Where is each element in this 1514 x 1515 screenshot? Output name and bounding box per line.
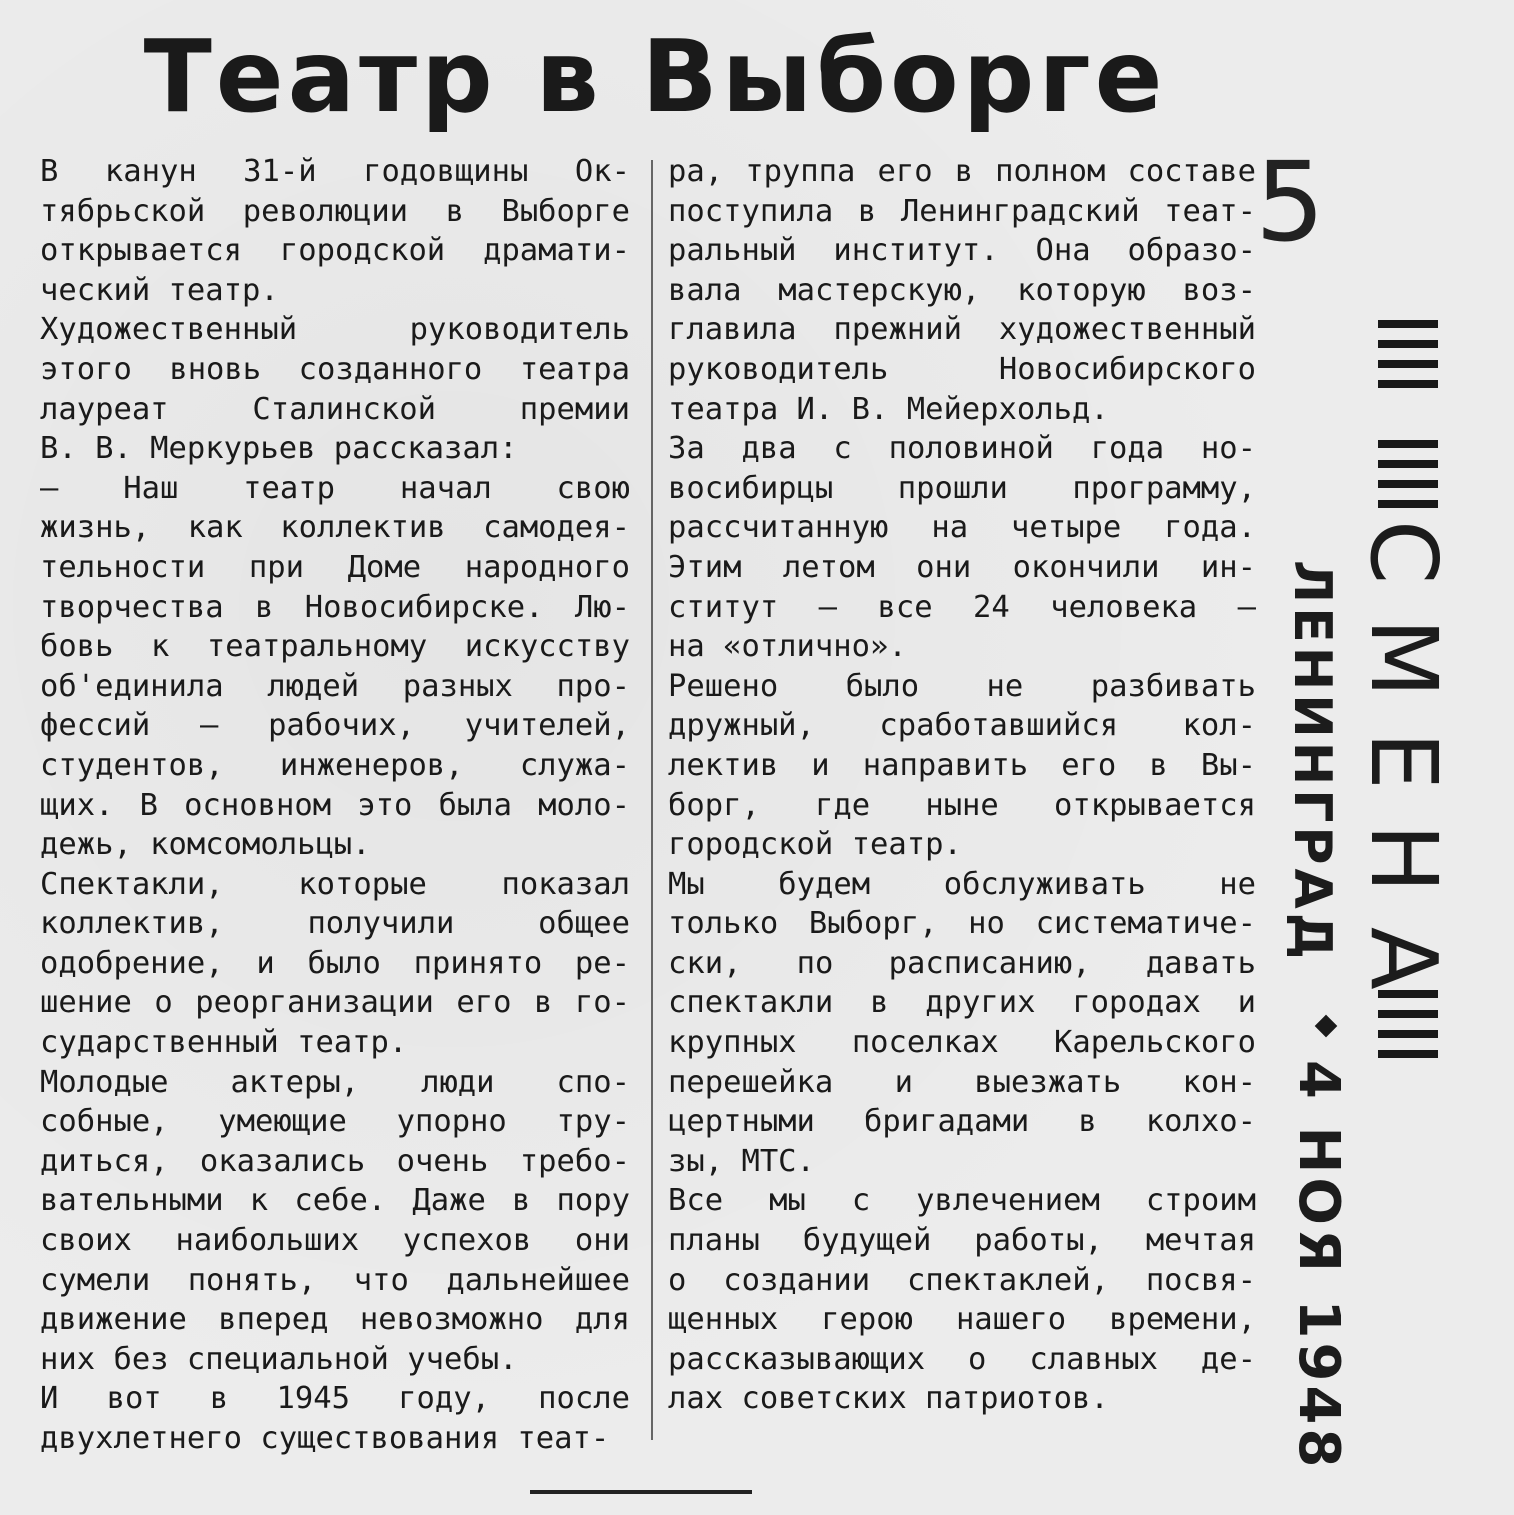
text-line: ститут — все 24 человека — xyxy=(668,589,1256,625)
text-line: поступила в Ленинградский теат- xyxy=(668,193,1256,229)
text-line: них без специальной учебы. xyxy=(40,1341,518,1377)
paragraph xyxy=(40,469,630,865)
text-line: За два с половиной года но- xyxy=(668,431,1256,467)
text-line: коллектив, получили общее xyxy=(40,906,630,942)
text-line: ра, труппа его в полном составе xyxy=(668,154,1256,189)
text-line: руководитель Новосибирского xyxy=(668,351,1256,387)
text-line: открывается городской драмати- xyxy=(40,233,630,269)
paragraph xyxy=(668,865,1256,1182)
text-line: тябрьской революции в Выборге xyxy=(40,193,630,229)
text-line: на «отлично». xyxy=(668,629,907,665)
text-line: шение о реорганизации его в го- xyxy=(40,985,630,1021)
text-line: дружный, сработавшийся кол- xyxy=(668,708,1256,744)
text-line: о создании спектаклей, посвя- xyxy=(668,1262,1256,1298)
text-line: этого вновь созданного театра xyxy=(40,351,630,387)
paragraph xyxy=(40,310,630,468)
paragraph xyxy=(40,152,630,310)
text-line: только Выборг, но систематиче- xyxy=(668,906,1256,942)
text-line: фессий — рабочих, учителей, xyxy=(40,708,630,744)
text-line: рассказывающих о славных де- xyxy=(668,1341,1256,1377)
text-line: крупных поселках Карельского xyxy=(668,1025,1256,1061)
text-line: бовь к театральному искусству xyxy=(40,629,630,665)
text-line: Спектакли, которые показал xyxy=(40,866,630,902)
text-line: диться, оказались очень требо- xyxy=(40,1143,630,1179)
text-line: планы будущей работы, мечтая xyxy=(668,1223,1256,1259)
text-line: лауреат Сталинской премии xyxy=(40,391,630,427)
paragraph xyxy=(668,429,1256,667)
text-line: студентов, инженеров, служа- xyxy=(40,747,630,783)
text-line: лах советских патриотов. xyxy=(668,1381,1109,1417)
end-rule xyxy=(530,1490,752,1494)
text-line: жизнь, как коллектив самодея- xyxy=(40,510,630,546)
text-line: тельности при Доме народного xyxy=(40,549,630,585)
stamp-date: 4 НОЯ 1948 xyxy=(1286,1060,1351,1472)
text-line: своих наибольших успехов они xyxy=(40,1223,630,1259)
text-line: цертными бригадами в колхо- xyxy=(668,1104,1256,1140)
text-line: щих. В основном это была моло- xyxy=(40,787,630,823)
text-line: — Наш театр начал свою xyxy=(40,470,630,506)
text-line: городской театр. xyxy=(668,827,962,863)
text-line: В. В. Меркурьев рассказал: xyxy=(40,431,518,467)
text-line: щенных герою нашего времени, xyxy=(668,1302,1256,1338)
text-line: дежь, комсомольцы. xyxy=(40,827,371,863)
text-line: одобрение, и было принято ре- xyxy=(40,945,630,981)
right-column xyxy=(668,152,1256,1419)
column-divider xyxy=(651,160,653,1440)
paragraph xyxy=(40,1379,630,1458)
text-line: В канун 31-й годовщины Ок- xyxy=(40,154,630,189)
text-line: перешейка и выезжать кон- xyxy=(668,1064,1256,1100)
text-line: Решено было не разбивать xyxy=(668,668,1256,704)
text-line: вала мастерскую, которую воз- xyxy=(668,272,1256,308)
text-line: спектакли в других городах и xyxy=(668,985,1256,1021)
text-line: ческий театр. xyxy=(40,272,279,308)
paragraph xyxy=(668,152,1256,429)
paragraph xyxy=(40,1063,630,1380)
text-line: рассчитанную на четыре года. xyxy=(668,510,1256,546)
text-line: ски, по расписанию, давать xyxy=(668,945,1256,981)
text-line: движение вперед невозможно для xyxy=(40,1302,630,1338)
text-line: об'единила людей разных про- xyxy=(40,668,630,704)
text-line: борг, где ныне открывается xyxy=(668,787,1256,823)
text-line: творчества в Новосибирске. Лю- xyxy=(40,589,630,625)
text-line: театра И. В. Мейерхольд. xyxy=(668,391,1109,427)
text-line: сумели понять, что дальнейшее xyxy=(40,1262,630,1298)
text-line: вательными к себе. Даже в пору xyxy=(40,1183,630,1219)
text-line: лектив и направить его в Вы- xyxy=(668,747,1256,783)
stamp-dot xyxy=(1315,1015,1338,1038)
text-line: Этим летом они окончили ин- xyxy=(668,549,1256,585)
text-line: главила прежний художественный xyxy=(668,312,1256,348)
handwritten-number: 5 xyxy=(1255,138,1325,266)
stamp-city: ЛЕНИНГРАД xyxy=(1282,560,1342,964)
article-title: Театр в Выборге xyxy=(143,18,1167,135)
text-line: ральный институт. Она образо- xyxy=(668,233,1256,269)
text-line: восибирцы прошли программу, xyxy=(668,470,1256,506)
text-line: собные, умеющие упорно тру- xyxy=(40,1104,630,1140)
paragraph xyxy=(668,667,1256,865)
paragraph xyxy=(40,865,630,1063)
text-line: двухлетнего существования теат- xyxy=(40,1421,610,1456)
left-column xyxy=(40,152,630,1459)
text-line: Мы будем обслуживать не xyxy=(668,866,1256,902)
text-line: сударственный театр. xyxy=(40,1025,408,1061)
text-line: Художественный руководитель xyxy=(40,312,630,348)
text-line: зы, МТС. xyxy=(668,1143,815,1179)
text-line: Все мы с увлечением строим xyxy=(668,1183,1256,1219)
paragraph xyxy=(668,1181,1256,1419)
stamp-masthead: СМЕНА xyxy=(1350,520,1457,1024)
text-line: И вот в 1945 году, после xyxy=(40,1381,630,1417)
text-line: Молодые актеры, люди спо- xyxy=(40,1064,630,1100)
